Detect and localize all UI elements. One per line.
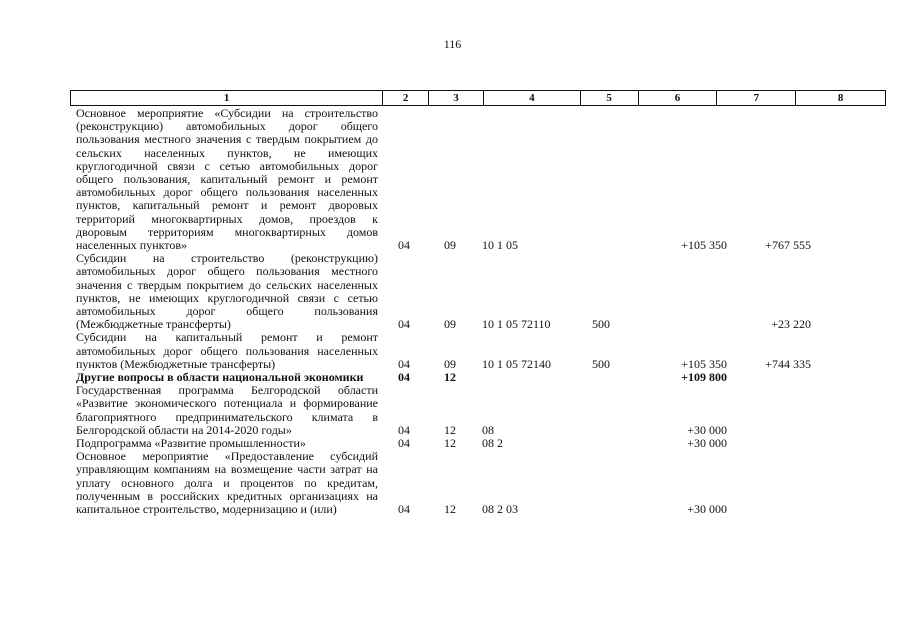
cell-section: 04 [398,436,410,451]
cell-section: 04 [398,370,410,385]
table-row [76,252,886,331]
cell-target-code: 10 1 05 72110 [482,317,551,332]
cell-expense-type: 500 [592,356,610,371]
header-col-2: 2 [383,91,429,105]
row-name: Государственная программа Белгородской области «Развитие экономического потенциала и формирование благоприятного предпринимательского климата в Белгородской области на 2014-2020 годы» [76,383,378,437]
cell-section: 04 [398,422,410,437]
header-col-6: 6 [639,91,718,105]
header-col-7: 7 [717,91,796,105]
row-name: Основное мероприятие «Субсидии на строительство (реконструкцию) автомобильных дорог общего пользования местного значения с твердым покрытием до сельских населенных пунктов, не имеющих круглогодичной связи с сетью автомобильных дорог общего пользования, капитальный ремонт и ремонт автомобильных дорог общего пользования населенных пунктов, капитальный ремонт и ремонт дворовых территорий многоквартирных домов, проездов к дворовым территориям многоквартирных домов населенных пунктов» [76,106,378,253]
cell-amount-7: +767 555 [765,238,811,253]
cell-amount-6: +30 000 [687,502,727,517]
page-number: 116 [443,37,462,51]
cell-subsection: 12 [444,422,456,437]
cell-section: 04 [398,356,410,371]
cell-subsection: 12 [444,502,456,517]
cell-subsection: 09 [444,238,456,253]
cell-amount-6: +105 350 [681,356,727,371]
cell-amount-6: +30 000 [687,436,727,451]
table-body [76,107,886,516]
header-col-3: 3 [429,91,484,105]
table-row [76,107,886,252]
cell-subsection: 12 [444,370,456,385]
cell-amount-7: +744 335 [765,356,811,371]
cell-amount-6: +109 800 [681,370,727,385]
cell-section: 04 [398,238,410,253]
cell-target-code: 10 1 05 72140 [482,356,551,371]
cell-target-code: 10 1 05 [482,238,518,253]
row-name: Субсидии на строительство (реконструкцию) автомобильных дорог общего пользования местного значения с твердым покрытием до сельских населенных пунктов, не имеющих круглогодичной связи с сетью автомобильных дорог общего пользования (Межбюджетные трансферты) [76,251,378,332]
header-col-8: 8 [837,92,844,104]
cell-subsection: 09 [444,356,456,371]
cell-target-code: 08 2 [482,436,503,451]
row-name: Субсидии на капитальный ремонт и ремонт автомобильных дорог общего пользования населенных пунктов (Межбюджетные трансферты) [76,330,378,371]
row-name: Подпрограмма «Развитие промышленности» [76,436,306,451]
table-header [70,90,886,106]
header-col-5: 5 [581,91,639,105]
row-name: Другие вопросы в области национальной экономики [76,370,364,385]
header-col-4: 4 [484,91,581,105]
row-name: Основное мероприятие «Предоставление субсидий управляющим компаниям на возмещение части затрат на уплату основного долга и процентов по кредитам, полученным в российских кредитных организациях на капитальное строительство, модернизацию и (или) [76,449,378,517]
table-row [76,384,886,437]
cell-target-code: 08 [482,422,494,437]
cell-amount-6: +105 350 [681,238,727,253]
header-col-1: 1 [71,91,383,105]
cell-amount-7: +23 220 [771,317,811,332]
cell-subsection: 12 [444,436,456,451]
cell-amount-6: +30 000 [687,422,727,437]
cell-subsection: 09 [444,317,456,332]
table-row [76,450,886,516]
cell-target-code: 08 2 03 [482,502,518,517]
cell-expense-type: 500 [592,317,610,332]
cell-section: 04 [398,317,410,332]
cell-section: 04 [398,502,410,517]
table-row [76,331,886,371]
